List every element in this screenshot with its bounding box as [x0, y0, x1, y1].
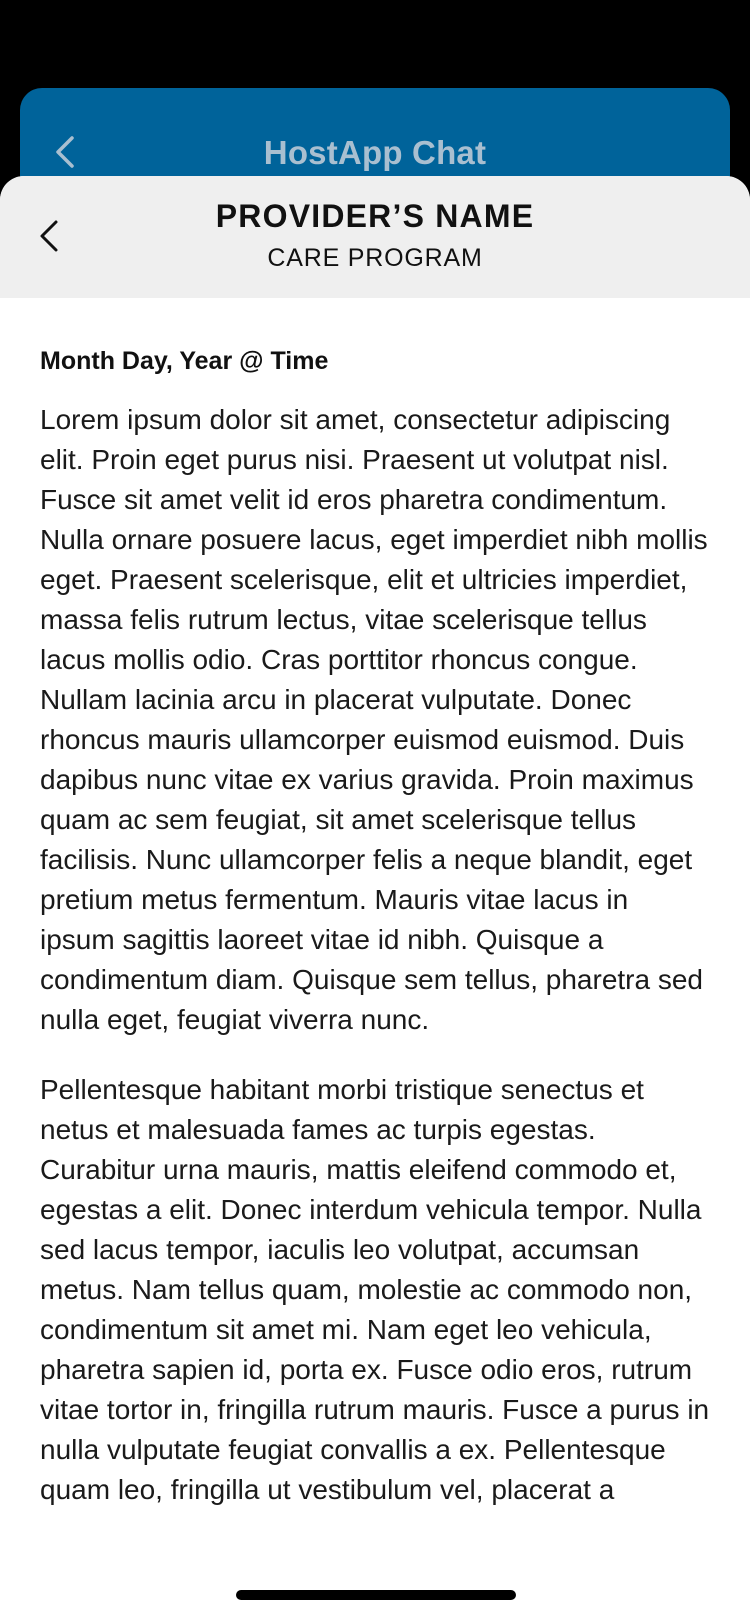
message-paragraph: Pellentesque habitant morbi tristique senectus et netus et malesuada fames ac turpis egestas. Curabitur urna mauris, mattis eleifend commodo et, egestas a elit. Donec interdum vehicula tempor. Nulla sed lacus tempor, iaculis leo volutpat, accumsan metus. Nam tellus quam, molestie ac commodo non, condimentum sit amet mi. Nam eget leo vehicula, pharetra sapien id, porta ex. Fusce odio eros, rutrum vitae tortor in, fringilla rutrum mauris. Fusce a purus in nulla vulputate feugiat convallis a ex. Pellentesque quam leo, fringilla ut vestibulum vel, placerat a	[40, 1074, 710, 1505]
message-content	[0, 344, 750, 1510]
message-paragraph: Lorem ipsum dolor sit amet, consectetur adipiscing elit. Proin eget purus nisi. Praesent ut volutpat nisl. Fusce sit amet velit id eros pharetra condimentum. Nulla ornare posuere lacus, eget imperdiet nibh mollis eget. Praesent scelerisque, elit et ultricies imperdiet, massa felis rutrum lectus, vitae scelerisque tellus lacus mollis odio. Cras porttitor rhoncus congue. Nullam lacinia arcu in placerat vulputate. Donec rhoncus mauris ullamcorper euismod euismod. Duis dapibus nunc vitae ex varius gravida. Proin maximus quam ac sem feugiat, sit amet scelerisque tellus facilisis. Nunc ullamcorper felis a neque blandit, eget pretium metus fermentum. Mauris vitae lacus in ipsum sagittis laoreet vitae id nibh. Quisque a condimentum diam. Quisque sem tellus, pharetra sed nulla eget, feugiat viverra nunc.	[40, 404, 708, 1035]
program-name: CARE PROGRAM	[267, 244, 483, 272]
host-app-title: HostApp Chat	[263, 134, 487, 171]
message-date: Month Day, Year @ Time	[40, 347, 329, 375]
home-indicator[interactable]	[236, 1590, 516, 1600]
message-sheet	[0, 176, 750, 1624]
provider-name: PROVIDER’S NAME	[215, 198, 535, 234]
sheet-header	[0, 176, 750, 298]
